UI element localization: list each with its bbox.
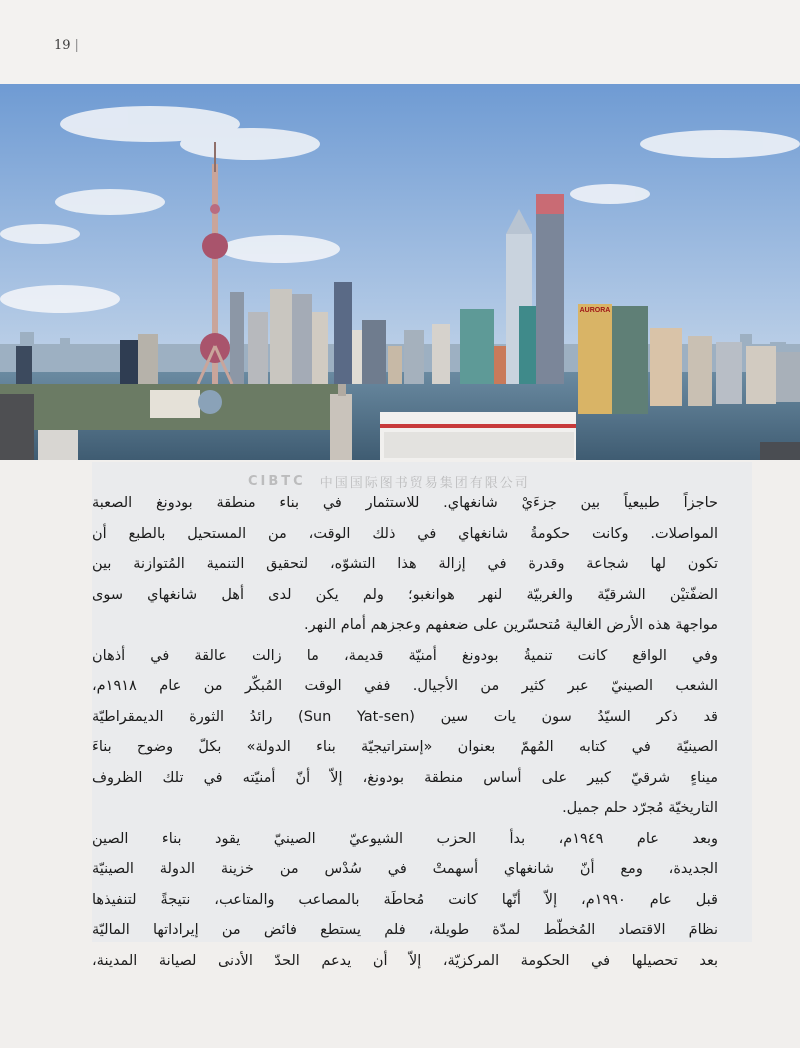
watermark-chinese: 中国国际图书贸易集团有限公司 <box>319 475 530 491</box>
skyline-illustration <box>0 84 800 460</box>
text-line: التاريخيّة مُجرّد حلم جميل. <box>562 800 718 816</box>
text-line: مواجهة هذه الأرض الغالية مُتحسّرين على ضعفهم وعجزهم أمام النهر. <box>304 617 718 633</box>
text-line: قد ذكر السيّدُ سون يات سين (Sun Yat-sen) رائدُ الثورة الديمقراطيّة <box>92 708 718 725</box>
text-line: الصينيّة في كتابه المُهمّ بعنوان «إستراتيجيّة بناء الدولة» بكلّ وضوح بناءَ <box>92 739 718 755</box>
text-line: نظامَ الاقتصاد المُخطّط لمدّة طويلة، فلم يستطع فائض من إيراداتها الماليّة <box>92 922 718 938</box>
text-line: بعد تحصيلها في الحكومة المركزيّة، إلاّ أن يدعم الحدّ الأدنى لصيانة المدينة، <box>92 952 718 969</box>
text-line: قبل عام ١٩٩٠م، إلاّ أنّها كانت مُحاطَة بالمصاعب والمتاعب، نتيجةً لتنفيذها <box>92 891 718 908</box>
paragraph-1 <box>92 488 718 641</box>
page-number-value: 19 <box>54 38 71 53</box>
shanghai-skyline-photo <box>0 84 800 460</box>
text-line: الشعب الصينيّ عبر كثير من الأجيال. ففي الوقت المُبكّر من عام ١٩١٨م، <box>92 678 718 694</box>
text-line: حاجزاً طبيعياً بين جزءَيْ شانغهاي. للاستثمار في بناء منطقة بودونغ الصعبة <box>92 495 718 511</box>
page-number <box>54 38 79 53</box>
paragraph-3 <box>92 824 718 977</box>
text-line: المواصلات. وكانت حكومةُ شانغهاي في ذلك الوقت، من المستحيل بالطبع أن <box>92 525 718 542</box>
text-line: الجديدة، ومع أنّ شانغهاي أسهمتْ في سُدْس من خزينة الدولة الصينيّة <box>92 861 718 877</box>
text-line: تكون لها شجاعة وقدرة في إزالة هذا التشوّه، لتحقيق التنمية المُتوازنة بين <box>92 556 718 572</box>
paragraph-2 <box>92 641 718 824</box>
page-header-band <box>0 0 800 84</box>
text-line: ميناءٍ شرقيّ كبير على أساس منطقة بودونغ، إلاّ أنّ أمنيّته في تلك الظروف <box>92 769 718 786</box>
text-line: الضفّتيْن الشرقيّة والغربيّة لنهر هوانغبو؛ ولم يكن لدى أهل شانغهاي سوى <box>92 586 718 603</box>
aurora-billboard: AURORA <box>579 307 611 314</box>
text-line: وفي الواقع كانت تنميةُ بودونغ أمنيّة قديمة، ما زالت عالقة في أذهان <box>92 647 718 664</box>
text-line: وبعد عام ١٩٤٩م، بدأ الحزب الشيوعيّ الصينيّ يقود بناء الصين <box>92 830 718 847</box>
watermark-latin: CIBTC <box>248 473 306 489</box>
page-number-separator: | <box>74 38 79 53</box>
article-body <box>92 488 718 976</box>
